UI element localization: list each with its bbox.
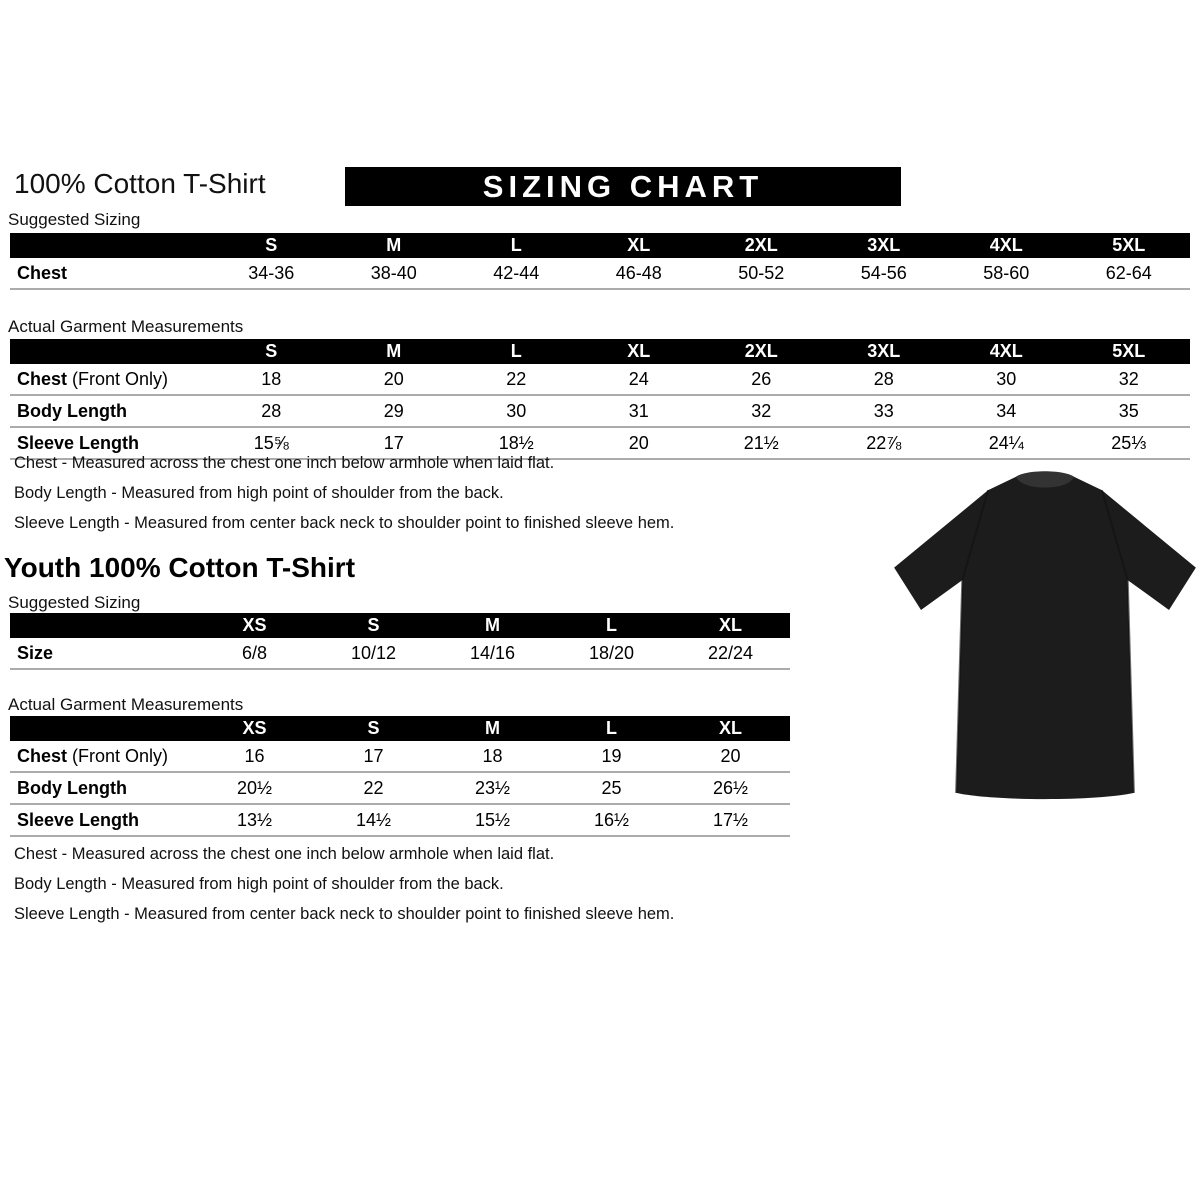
youth-actual-measurements-label: Actual Garment Measurements bbox=[8, 695, 244, 714]
size-column-header: 2XL bbox=[700, 339, 823, 364]
measurement-cell: 23½ bbox=[433, 772, 552, 804]
table-row bbox=[10, 364, 1190, 395]
measurement-cell: 42-44 bbox=[455, 258, 578, 289]
table-row bbox=[10, 395, 1190, 427]
measurement-note-chest: Chest - Measured across the chest one inch below armhole when laid flat. bbox=[14, 454, 555, 472]
measurement-cell: 28 bbox=[210, 395, 333, 427]
measurement-cell: 30 bbox=[455, 395, 578, 427]
row-label: Body Length bbox=[10, 772, 195, 804]
measurement-cell: 14½ bbox=[314, 804, 433, 836]
measurement-note-sleeve-length: Sleeve Length - Measured from center back neck to shoulder point to finished sleeve hem. bbox=[14, 905, 675, 923]
size-column-header: L bbox=[552, 613, 671, 638]
measurement-cell: 46-48 bbox=[578, 258, 701, 289]
size-column-header: XL bbox=[671, 613, 790, 638]
measurement-cell: 6/8 bbox=[195, 638, 314, 669]
measurement-cell: 22⅞ bbox=[823, 427, 946, 459]
adult-measurement-notes bbox=[14, 454, 874, 544]
youth-suggested-sizing-table bbox=[10, 613, 790, 670]
size-column-header: S bbox=[210, 339, 333, 364]
tshirt-image bbox=[890, 460, 1200, 820]
measurement-cell: 28 bbox=[823, 364, 946, 395]
table-row bbox=[10, 258, 1190, 289]
label-column-spacer bbox=[10, 716, 195, 741]
measurement-cell: 18/20 bbox=[552, 638, 671, 669]
adult-actual-measurements-table bbox=[10, 339, 1190, 460]
measurement-cell: 25⅓ bbox=[1068, 427, 1191, 459]
size-column-header: XL bbox=[578, 233, 701, 258]
adult-suggested-sizing-table bbox=[10, 233, 1190, 290]
sizing-chart-banner: SIZING CHART bbox=[345, 167, 901, 206]
size-column-header: 2XL bbox=[700, 233, 823, 258]
youth-measurement-notes bbox=[14, 845, 874, 935]
measurement-cell: 22 bbox=[314, 772, 433, 804]
size-column-header: XL bbox=[578, 339, 701, 364]
size-column-header: XL bbox=[671, 716, 790, 741]
measurement-cell: 20½ bbox=[195, 772, 314, 804]
measurement-cell: 13½ bbox=[195, 804, 314, 836]
measurement-cell: 16½ bbox=[552, 804, 671, 836]
table-row bbox=[10, 638, 790, 669]
measurement-cell: 16 bbox=[195, 741, 314, 772]
size-column-header: 5XL bbox=[1068, 233, 1191, 258]
size-column-header: M bbox=[333, 339, 456, 364]
measurement-cell: 20 bbox=[671, 741, 790, 772]
row-label: Chest (Front Only) bbox=[10, 741, 195, 772]
size-column-header: 3XL bbox=[823, 233, 946, 258]
measurement-note-body-length: Body Length - Measured from high point of shoulder from the back. bbox=[14, 484, 504, 502]
tshirt-graphic bbox=[890, 460, 1200, 820]
label-column-spacer bbox=[10, 339, 210, 364]
measurement-cell: 18 bbox=[433, 741, 552, 772]
size-column-header: M bbox=[433, 716, 552, 741]
measurement-cell: 15½ bbox=[433, 804, 552, 836]
row-label: Sleeve Length bbox=[10, 427, 210, 459]
measurement-cell: 14/16 bbox=[433, 638, 552, 669]
measurement-cell: 26½ bbox=[671, 772, 790, 804]
measurement-cell: 24¼ bbox=[945, 427, 1068, 459]
measurement-cell: 22 bbox=[455, 364, 578, 395]
row-label: Sleeve Length bbox=[10, 804, 195, 836]
youth-actual-measurements-table bbox=[10, 716, 790, 837]
size-column-header: XS bbox=[195, 613, 314, 638]
measurement-cell: 35 bbox=[1068, 395, 1191, 427]
measurement-cell: 32 bbox=[1068, 364, 1191, 395]
measurement-cell: 29 bbox=[333, 395, 456, 427]
measurement-cell: 34-36 bbox=[210, 258, 333, 289]
table-row bbox=[10, 772, 790, 804]
row-label: Chest bbox=[10, 258, 210, 289]
size-column-header: M bbox=[433, 613, 552, 638]
size-column-header: 4XL bbox=[945, 339, 1068, 364]
measurement-note-chest: Chest - Measured across the chest one inch below armhole when laid flat. bbox=[14, 845, 555, 863]
table-row bbox=[10, 804, 790, 836]
measurement-cell: 34 bbox=[945, 395, 1068, 427]
measurement-cell: 18 bbox=[210, 364, 333, 395]
label-column-spacer bbox=[10, 233, 210, 258]
measurement-cell: 20 bbox=[578, 427, 701, 459]
measurement-cell: 19 bbox=[552, 741, 671, 772]
size-column-header: L bbox=[455, 339, 578, 364]
measurement-cell: 17 bbox=[314, 741, 433, 772]
measurement-cell: 21½ bbox=[700, 427, 823, 459]
size-column-header: 4XL bbox=[945, 233, 1068, 258]
label-column-spacer bbox=[10, 613, 195, 638]
measurement-cell: 50-52 bbox=[700, 258, 823, 289]
measurement-cell: 24 bbox=[578, 364, 701, 395]
measurement-cell: 15⅝ bbox=[210, 427, 333, 459]
size-column-header: 3XL bbox=[823, 339, 946, 364]
row-label: Chest (Front Only) bbox=[10, 364, 210, 395]
size-column-header: L bbox=[552, 716, 671, 741]
measurement-cell: 62-64 bbox=[1068, 258, 1191, 289]
measurement-cell: 31 bbox=[578, 395, 701, 427]
measurement-cell: 17 bbox=[333, 427, 456, 459]
measurement-cell: 25 bbox=[552, 772, 671, 804]
measurement-cell: 38-40 bbox=[333, 258, 456, 289]
measurement-cell: 22/24 bbox=[671, 638, 790, 669]
measurement-cell: 30 bbox=[945, 364, 1068, 395]
adult-actual-measurements-label: Actual Garment Measurements bbox=[8, 317, 244, 336]
measurement-cell: 32 bbox=[700, 395, 823, 427]
measurement-cell: 18½ bbox=[455, 427, 578, 459]
row-label: Size bbox=[10, 638, 195, 669]
measurement-cell: 17½ bbox=[671, 804, 790, 836]
adult-suggested-sizing-label: Suggested Sizing bbox=[8, 210, 141, 229]
measurement-cell: 20 bbox=[333, 364, 456, 395]
size-column-header: L bbox=[455, 233, 578, 258]
table-row bbox=[10, 741, 790, 772]
youth-product-title: Youth 100% Cotton T-Shirt bbox=[4, 552, 356, 583]
row-label: Body Length bbox=[10, 395, 210, 427]
size-column-header: S bbox=[314, 613, 433, 638]
size-column-header: S bbox=[314, 716, 433, 741]
measurement-note-sleeve-length: Sleeve Length - Measured from center back neck to shoulder point to finished sleeve hem. bbox=[14, 514, 675, 532]
adult-product-title: 100% Cotton T-Shirt bbox=[14, 168, 266, 199]
youth-suggested-sizing-label: Suggested Sizing bbox=[8, 593, 141, 612]
size-column-header: M bbox=[333, 233, 456, 258]
size-column-header: 5XL bbox=[1068, 339, 1191, 364]
size-column-header: S bbox=[210, 233, 333, 258]
size-column-header: XS bbox=[195, 716, 314, 741]
measurement-cell: 10/12 bbox=[314, 638, 433, 669]
measurement-cell: 58-60 bbox=[945, 258, 1068, 289]
measurement-cell: 26 bbox=[700, 364, 823, 395]
measurement-cell: 33 bbox=[823, 395, 946, 427]
measurement-note-body-length: Body Length - Measured from high point of shoulder from the back. bbox=[14, 875, 504, 893]
measurement-cell: 54-56 bbox=[823, 258, 946, 289]
